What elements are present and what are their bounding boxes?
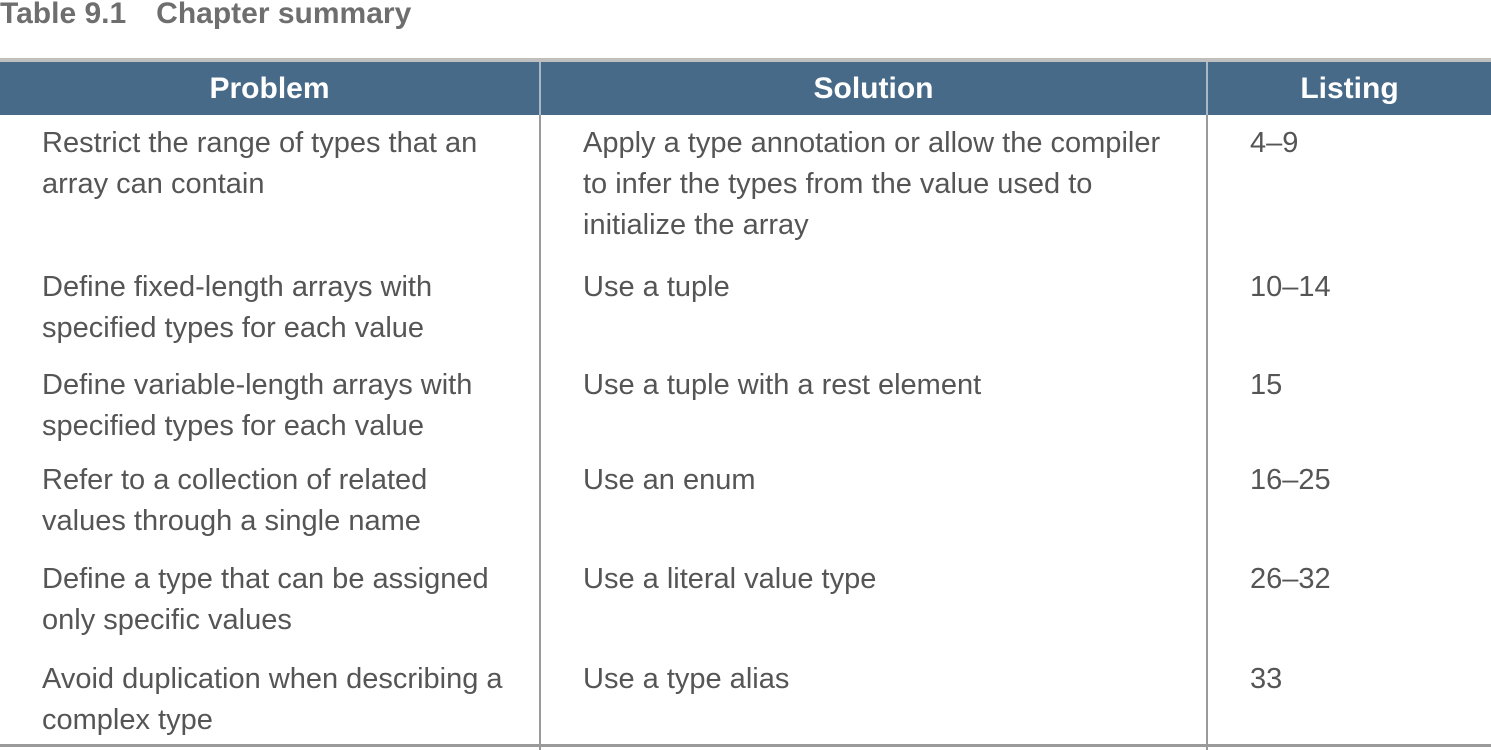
solution-text: Use a tuple with a rest element — [583, 369, 982, 401]
listing-text: 33 — [1250, 663, 1283, 695]
listing-cell — [1207, 267, 1491, 365]
listing-cell — [1207, 365, 1491, 458]
table-caption — [0, 0, 411, 34]
header-problem: Problem — [0, 62, 540, 115]
header-listing: Listing — [1207, 62, 1491, 115]
table-row — [0, 115, 1491, 267]
listing-text: 15 — [1250, 369, 1283, 401]
problem-text: Define fixed-length arrays with specified types for each value — [42, 271, 433, 344]
table-row — [0, 559, 1491, 659]
table-title: Chapter summary — [156, 0, 412, 30]
listing-cell — [1207, 115, 1491, 267]
solution-cell — [540, 115, 1207, 267]
solution-text: Apply a type annotation or allow the compiler to infer the types from the value used to initialize the array — [583, 127, 1161, 241]
chapter-summary-table — [0, 62, 1491, 750]
problem-text: Define variable-length arrays with specified types for each value — [42, 369, 473, 442]
problem-cell — [0, 267, 540, 365]
problem-cell — [0, 458, 540, 559]
solution-cell — [540, 365, 1207, 458]
problem-text: Refer to a collection of related values through a single name — [42, 464, 428, 537]
bottom-rule — [0, 744, 1491, 747]
problem-cell — [0, 115, 540, 267]
table-row — [0, 267, 1491, 365]
table-row — [0, 659, 1491, 750]
table-row — [0, 365, 1491, 458]
listing-text: 4–9 — [1250, 127, 1299, 159]
solution-text: Use a literal value type — [583, 563, 877, 595]
listing-cell — [1207, 559, 1491, 659]
problem-text: Avoid duplication when describing a complex type — [42, 663, 503, 736]
problem-cell — [0, 559, 540, 659]
problem-text: Restrict the range of types that an array can contain — [42, 127, 478, 200]
listing-cell — [1207, 659, 1491, 750]
table-header-row — [0, 62, 1491, 115]
problem-cell — [0, 659, 540, 750]
header-solution: Solution — [540, 62, 1207, 115]
problem-cell — [0, 365, 540, 458]
table-number: Table 9.1 — [0, 0, 127, 30]
listing-text: 16–25 — [1250, 464, 1331, 496]
solution-cell — [540, 458, 1207, 559]
solution-cell — [540, 559, 1207, 659]
listing-text: 26–32 — [1250, 563, 1331, 595]
solution-text: Use a tuple — [583, 271, 730, 303]
solution-text: Use an enum — [583, 464, 756, 496]
problem-text: Define a type that can be assigned only specific values — [42, 563, 489, 636]
listing-text: 10–14 — [1250, 271, 1331, 303]
solution-text: Use a type alias — [583, 663, 790, 695]
table-row — [0, 458, 1491, 559]
listing-cell — [1207, 458, 1491, 559]
solution-cell — [540, 267, 1207, 365]
solution-cell — [540, 659, 1207, 750]
